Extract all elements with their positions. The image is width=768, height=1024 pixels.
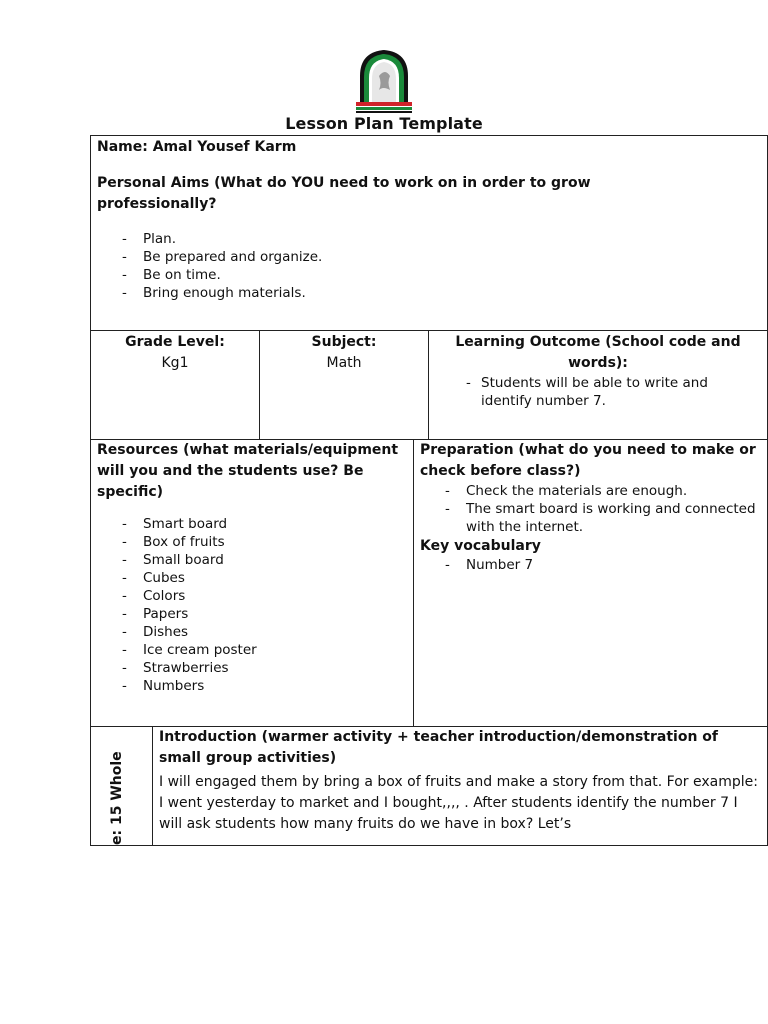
- list-item: - Dishes: [97, 623, 407, 641]
- list-item: - Plan.: [97, 230, 761, 248]
- name-aims-section: [90, 135, 768, 331]
- list-item: - Cubes: [97, 569, 407, 587]
- outcome-label: Learning Outcome (School code and words):: [455, 334, 741, 371]
- introduction-cell: [152, 726, 768, 846]
- subject-label: Subject:: [311, 334, 377, 350]
- learning-outcome-cell: [428, 330, 768, 440]
- introduction-text: I will engaged them by bring a box of fruits and make a story from that. For example: I went yesterday to market and I bought,,,, . After students identify the number 7 I will ask students how many fruits do we have in box? Let’s: [159, 774, 758, 832]
- list-item: - Bring enough materials.: [97, 284, 761, 302]
- list-item: - Colors: [97, 587, 407, 605]
- teacher-name: Name: Amal Yousef Karm: [97, 139, 297, 155]
- resources-list: [97, 515, 407, 695]
- list-item: - Be prepared and organize.: [97, 248, 761, 266]
- list-item: - Ice cream poster: [97, 641, 407, 659]
- document-title: Lesson Plan Template: [285, 114, 483, 133]
- preparation-cell: [413, 439, 768, 727]
- list-item: - The smart board is working and connected with the internet.: [420, 500, 761, 536]
- list-item: - Box of fruits: [97, 533, 407, 551]
- subject-value: Math: [326, 355, 362, 371]
- list-item: - Smart board: [97, 515, 407, 533]
- outcome-list: [441, 374, 755, 410]
- aims-heading: Personal Aims (What do YOU need to work on in order to grow professionally?: [97, 175, 591, 212]
- grade-label: Grade Level:: [125, 334, 225, 350]
- list-item: - Small board: [97, 551, 407, 569]
- time-side-cell: [90, 726, 153, 846]
- introduction-heading: Introduction (warmer activity + teacher introduction/demonstration of small group activities): [159, 729, 718, 766]
- list-item: - Number 7: [420, 556, 761, 574]
- grade-level-cell: [90, 330, 260, 440]
- aims-list: [97, 230, 761, 302]
- list-item: - Be on time.: [97, 266, 761, 284]
- time-side-label: e: 15 Whole: [109, 751, 125, 845]
- subject-cell: [259, 330, 429, 440]
- resources-heading: Resources (what materials/equipment will you and the students use? Be specific): [97, 442, 399, 500]
- grade-value: Kg1: [161, 355, 189, 371]
- list-item: - Check the materials are enough.: [420, 482, 761, 500]
- preparation-list: [420, 482, 761, 536]
- resources-cell: [90, 439, 414, 727]
- list-item: - Students will be able to write and identify number 7.: [441, 374, 755, 410]
- vocab-heading: Key vocabulary: [420, 538, 541, 554]
- list-item: - Strawberries: [97, 659, 407, 677]
- preparation-heading: Preparation (what do you need to make or check before class?): [420, 442, 756, 479]
- vocab-list: [420, 556, 761, 574]
- list-item: - Numbers: [97, 677, 407, 695]
- school-logo: [352, 46, 416, 118]
- list-item: - Papers: [97, 605, 407, 623]
